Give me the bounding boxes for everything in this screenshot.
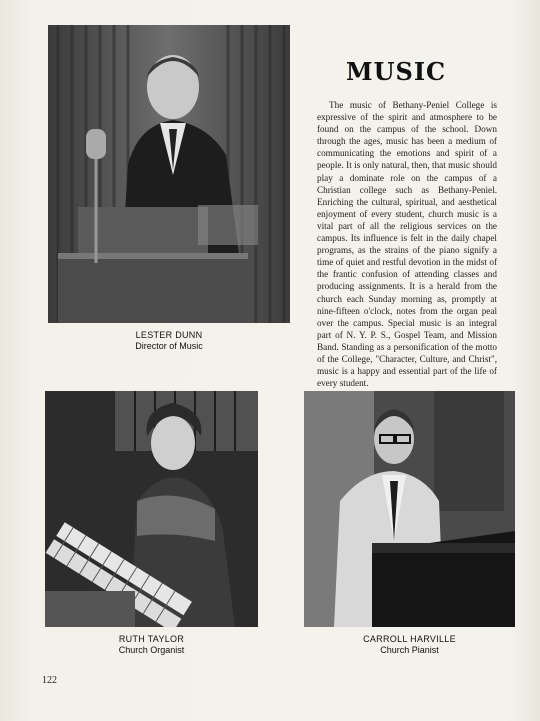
person-role: Church Pianist [380, 645, 439, 655]
person-role: Director of Music [135, 341, 203, 351]
caption-ruth-taylor [45, 634, 258, 656]
caption-lester-dunn [48, 330, 290, 352]
page-heading: MUSIC [346, 57, 447, 86]
body-paragraph: The music of Bethany-Peniel College is expressive of the spirit and atmosphere to be found on the campus of the school. Down through the ages, music has been a medium of communicating the emotions and spirit of a people. It is only natural, then, that music should play a dominate role on the campus of a Christian college such as Bethany-Peniel. Enriching the cultural, spiritual, and aesthetical enjoyment of every student, church music is a vital part of all the religious services on the campus. Its influence is felt in the daily chapel programs, as the strains of the piano signify a time of quiet and restful devotion in the midst of the frantic confusion of attending classes and producing assignments. It is a herald from the church each Sunday morning as, promptly at nine-fifteen o'clock, notes from the organ peal over the campus. Special music is an integral part of N. Y. P. S., Gospel Team, and Mission Band. Standing as a personification of the motto of the College, "Character, Culture, and Christ", music is a happy and essential part of the life of every student. [317, 100, 497, 389]
photo-carroll-harville [304, 391, 515, 627]
person-name: CARROLL HARVILLE [363, 634, 456, 644]
page-number: 122 [42, 675, 57, 686]
photo-ruth-taylor [45, 391, 258, 627]
person-name: RUTH TAYLOR [118, 634, 185, 644]
person-name: LESTER DUNN [135, 330, 203, 340]
caption-carroll-harville [304, 634, 515, 656]
person-role: Church Organist [118, 645, 185, 655]
photo-lester-dunn [48, 25, 290, 323]
